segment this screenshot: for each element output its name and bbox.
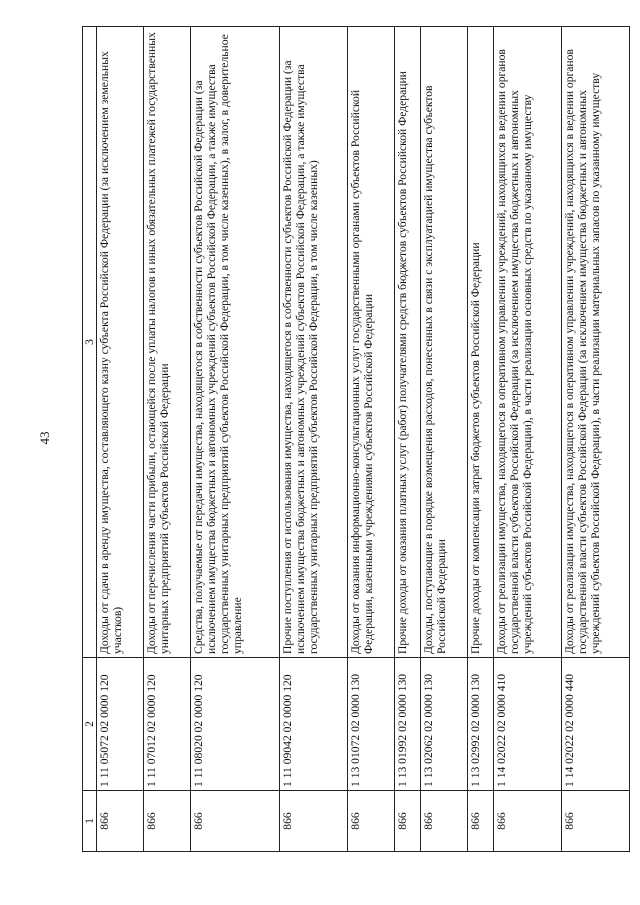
admin-code-cell: 866 [97, 791, 144, 852]
page-number: 43 [37, 431, 52, 445]
table-row [493, 27, 561, 852]
budget-classification-code-cell: 1 11 09042 02 0000 120 [280, 658, 348, 791]
table-row [420, 27, 467, 852]
revenue-name-cell: Прочие доходы от компенсации затрат бюджетов субъектов Российской Федерации [467, 27, 493, 658]
budget-classification-code-cell: 1 14 02022 02 0000 440 [561, 658, 629, 791]
table-row [280, 27, 348, 852]
revenue-name-cell: Доходы от реализации имущества, находящегося в оперативном управлении учреждений, находящихся в ведении органов государственной власти субъектов Российской Федерации (за исключением имущества бюджетных и автономных учреждений субъектов Российской Федерации), в части реализации основных средств по указанному имуществу [493, 27, 561, 658]
admin-code-cell: 866 [348, 791, 395, 852]
header-col-3: 3 [83, 27, 97, 658]
admin-code-cell: 866 [467, 791, 493, 852]
budget-classification-code-cell: 1 13 01992 02 0000 130 [395, 658, 421, 791]
budget-classification-code-cell: 1 13 01072 02 0000 130 [348, 658, 395, 791]
table-row [190, 27, 279, 852]
header-col-2: 2 [83, 658, 97, 791]
admin-code-cell: 866 [280, 791, 348, 852]
budget-classification-code-cell: 1 11 08020 02 0000 120 [190, 658, 279, 791]
budget-classification-code-cell: 1 13 02992 02 0000 130 [467, 658, 493, 791]
revenue-name-cell: Прочие поступления от использования имущества, находящегося в собственности субъектов Российской Федерации (за исключением имущества бюджетных и автономных учреждений субъектов Российской Федерации, а также имущества государственных унитарных предприятий субъектов Российской Федерации, в том числе казенных) [280, 27, 348, 658]
table-body [97, 27, 630, 852]
table-row [395, 27, 421, 852]
revenue-name-cell: Средства, получаемые от передачи имущества, находящегося в собственности субъектов Российской Федерации (за исключением имущества бюджетных и автономных учреждений субъектов Российской Федерации, а также имущества государственных унитарных предприятий субъектов Российской Федерации, в том числе казенных), в залог, в доверительное управление [190, 27, 279, 658]
admin-code-cell: 866 [395, 791, 421, 852]
revenue-name-cell: Прочие доходы от оказания платных услуг (работ) получателями средств бюджетов субъектов Российской Федерации [395, 27, 421, 658]
admin-code-cell: 866 [143, 791, 190, 852]
table-row [348, 27, 395, 852]
table-row [467, 27, 493, 852]
table-row [97, 27, 144, 852]
budget-classification-code-cell: 1 14 02022 02 0000 410 [493, 658, 561, 791]
revenue-name-cell: Доходы от перечисления части прибыли, остающейся после уплаты налогов и иных обязательных платежей государственных унитарных предприятий субъектов Российской Федерации [143, 27, 190, 658]
revenue-codes-table [82, 26, 630, 852]
revenue-name-cell: Доходы от реализации имущества, находящегося в оперативном управлении учреждений, находящихся в ведении органов государственной власти субъектов Российской Федерации (за исключением имущества бюджетных и автономных учреждений субъектов Российской Федерации), в части реализации материальных запасов по указанному имуществу [561, 27, 629, 658]
header-col-1: 1 [83, 791, 97, 852]
admin-code-cell: 866 [190, 791, 279, 852]
revenue-name-cell: Доходы от сдачи в аренду имущества, составляющего казну субъекта Российской Федерации (за исключением земельных участков) [97, 27, 144, 658]
admin-code-cell: 866 [493, 791, 561, 852]
table-header-row [83, 27, 97, 852]
budget-classification-code-cell: 1 11 05072 02 0000 120 [97, 658, 144, 791]
budget-classification-code-cell: 1 13 02062 02 0000 130 [420, 658, 467, 791]
admin-code-cell: 866 [420, 791, 467, 852]
admin-code-cell: 866 [561, 791, 629, 852]
revenue-name-cell: Доходы от оказания информационно-консультационных услуг государственными органами субъектов Российской Федерации, казенными учреждениями субъектов Российской Федерации [348, 27, 395, 658]
rotated-table-container [82, 32, 630, 852]
table-row [143, 27, 190, 852]
revenue-name-cell: Доходы, поступающие в порядке возмещения расходов, понесенных в связи с эксплуатацией имущества субъектов Российской Федерации [420, 27, 467, 658]
table-row [561, 27, 629, 852]
budget-classification-code-cell: 1 11 07012 02 0000 120 [143, 658, 190, 791]
